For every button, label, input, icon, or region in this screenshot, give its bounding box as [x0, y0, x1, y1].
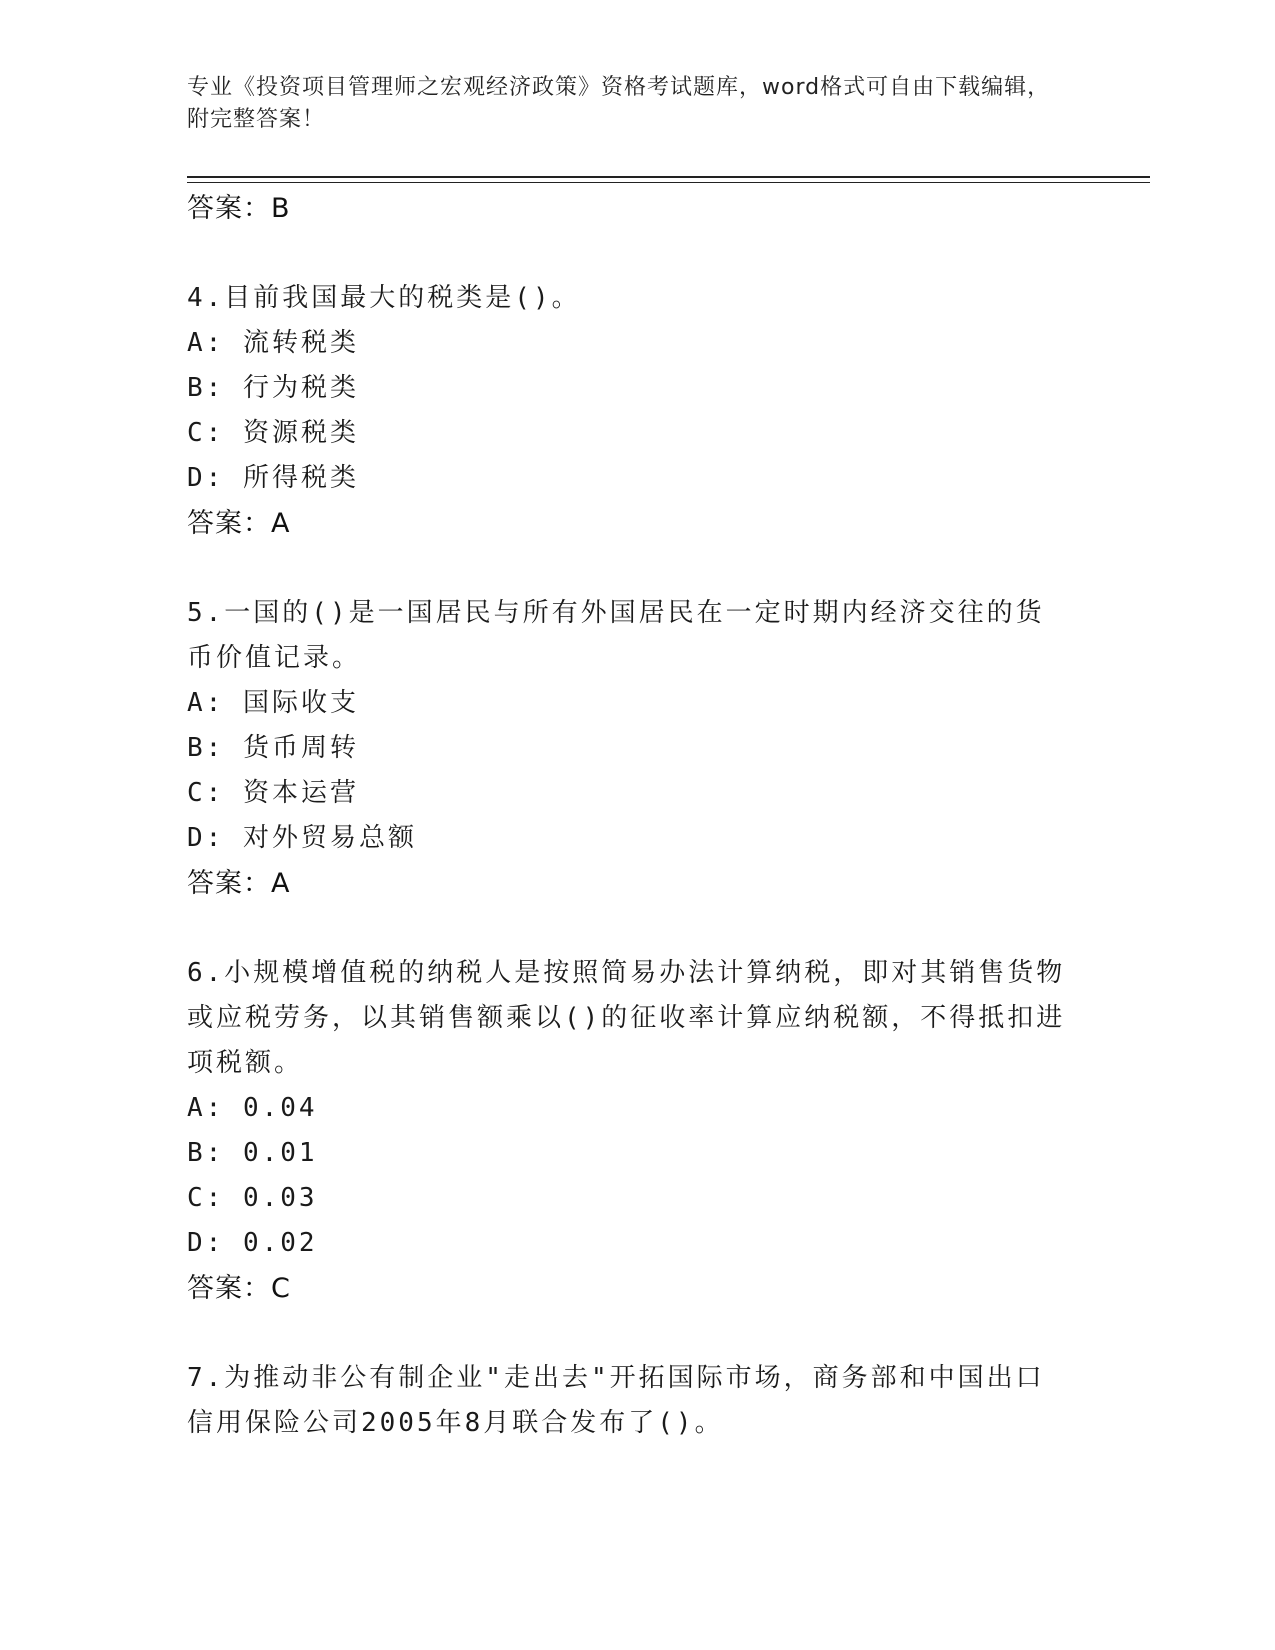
question-text: 5.一国的()是一国居民与所有外国居民在一定时期内经济交往的货币价值记录。: [187, 598, 1045, 673]
spacer: [187, 546, 1067, 591]
answer-label: 答案：A: [187, 508, 291, 539]
question-text: 6.小规模增值税的纳税人是按照简易办法计算纳税，即对其销售货物或应税劳务，以其销售额乘以()的征收率计算应纳税额，不得抵扣进项税额。: [187, 958, 1066, 1078]
spacer: [187, 906, 1067, 951]
answer-label: 答案：A: [187, 868, 291, 899]
option-a: A: 国际收支: [187, 688, 359, 718]
spacer: [187, 1311, 1067, 1356]
question-text: 4.目前我国最大的税类是()。: [187, 283, 581, 313]
answer-label: 答案：B: [187, 193, 291, 224]
answer-label: 答案：C: [187, 1273, 291, 1304]
question-text: 7.为推动非公有制企业"走出去"开拓国际市场，商务部和中国出口信用保险公司2005年8月联合发布了()。: [187, 1363, 1045, 1438]
header-divider-thin: [187, 182, 1150, 183]
spacer: [187, 231, 1067, 276]
option-b: B: 行为税类: [187, 373, 359, 403]
option-d: D: 对外贸易总额: [187, 823, 417, 853]
option-d: D: 0.02: [187, 1228, 318, 1258]
option-a: A: 流转税类: [187, 328, 359, 358]
option-c: C: 资本运营: [187, 778, 359, 808]
option-c: C: 0.03: [187, 1183, 318, 1213]
page-header: 专业《投资项目管理师之宏观经济政策》资格考试题库，word格式可自由下载编辑，附完整答案！: [187, 75, 1051, 132]
header-divider-thick: [187, 176, 1150, 178]
option-c: C: 资源税类: [187, 418, 359, 448]
option-a: A: 0.04: [187, 1093, 318, 1123]
question-list: [187, 186, 1067, 1446]
option-d: D: 所得税类: [187, 463, 359, 493]
option-b: B: 0.01: [187, 1138, 318, 1168]
question-block: [187, 276, 1067, 546]
question-block: [187, 951, 1067, 1311]
question-block: [187, 1356, 1067, 1446]
option-b: B: 货币周转: [187, 733, 359, 763]
question-block: [187, 591, 1067, 906]
